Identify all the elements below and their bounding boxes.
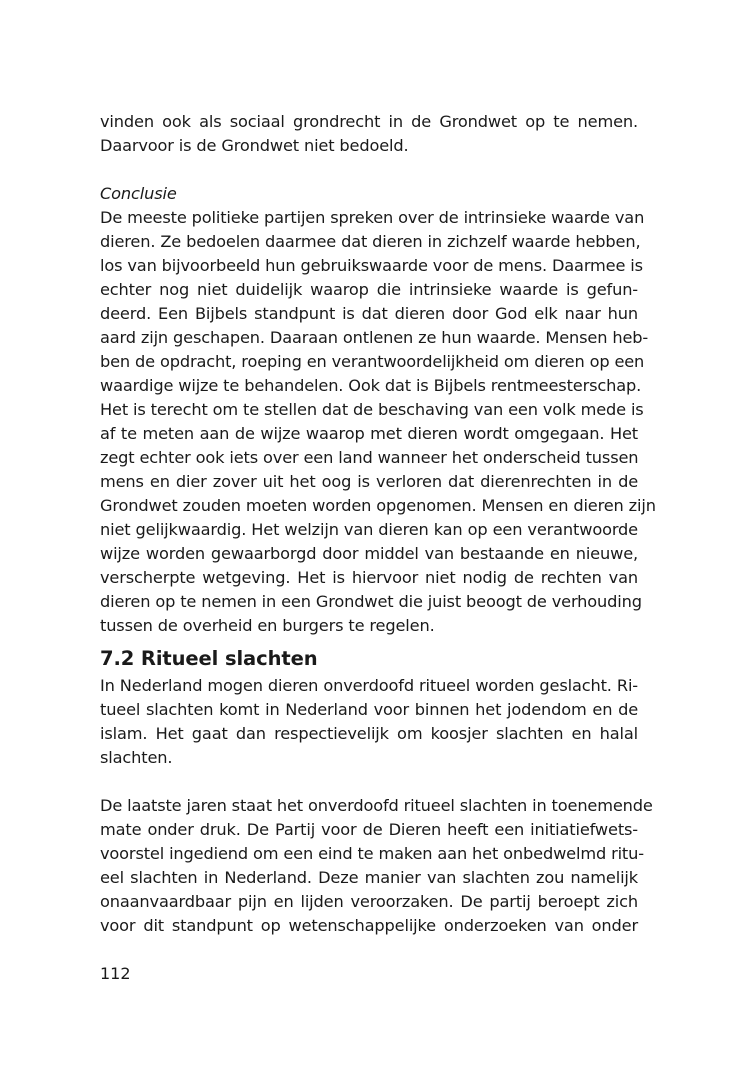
text-line: verscherpte wetgeving. Het is hiervoor niet nodig de rechten van xyxy=(100,568,638,587)
text-line: ben de opdracht, roeping en verantwoordelijkheid om dieren op een xyxy=(100,352,645,371)
page-body xyxy=(100,110,656,938)
text-line: De laatste jaren staat het onverdoofd ritueel slachten in toenemende xyxy=(100,796,653,815)
paragraph-continued xyxy=(100,110,638,158)
text-line: tueel slachten komt in Nederland voor binnen het jodendom en de xyxy=(100,700,638,719)
text-line: niet gelijkwaardig. Het welzijn van dieren kan op een verantwoorde xyxy=(100,520,638,539)
page-number: 112 xyxy=(100,964,131,983)
section-paragraph xyxy=(100,794,653,938)
section-paragraph xyxy=(100,674,638,770)
text-line: dieren op te nemen in een Grondwet die juist beoogt de verhouding xyxy=(100,592,642,611)
text-line: tussen de overheid en burgers te regelen. xyxy=(100,616,435,635)
text-line: Het is terecht om te stellen dat de beschaving van een volk mede is xyxy=(100,400,644,419)
text-line: aard zijn geschapen. Daaraan ontlenen ze hun waarde. Mensen heb- xyxy=(100,328,649,347)
conclusion-section xyxy=(100,182,656,638)
text-line: dieren. Ze bedoelen daarmee dat dieren in zichzelf waarde hebben, xyxy=(100,232,641,251)
text-line: zegt echter ook iets over een land wanneer het onderscheid tussen xyxy=(100,448,639,467)
text-line: voor dit standpunt op wetenschappelijke onderzoeken van onder xyxy=(100,916,638,935)
text-line: Grondwet zouden moeten worden opgenomen. Mensen en dieren zijn xyxy=(100,496,656,515)
text-line: echter nog niet duidelijk waarop die intrinsieke waarde is gefun- xyxy=(100,280,638,299)
text-line: In Nederland mogen dieren onverdoofd ritueel worden geslacht. Ri- xyxy=(100,676,638,695)
text-line: mate onder druk. De Partij voor de Dieren heeft een initiatiefwets- xyxy=(100,820,638,839)
text-line: deerd. Een Bijbels standpunt is dat dieren door God elk naar hun xyxy=(100,304,638,323)
text-line: De meeste politieke partijen spreken over de intrinsieke waarde van xyxy=(100,208,645,227)
text-line: mens en dier zover uit het oog is verloren dat dierenrechten in de xyxy=(100,472,638,491)
text-line: vinden ook als sociaal grondrecht in de Grondwet op te nemen. xyxy=(100,112,638,131)
text-line: onaanvaardbaar pijn en lijden veroorzaken. De partij beroept zich xyxy=(100,892,638,911)
text-line: los van bijvoorbeeld hun gebruikswaarde voor de mens. Daarmee is xyxy=(100,256,643,275)
text-line: waardige wijze te behandelen. Ook dat is Bijbels rentmeesterschap. xyxy=(100,376,642,395)
text-line: wijze worden gewaarborgd door middel van bestaande en nieuwe, xyxy=(100,544,638,563)
conclusion-label: Conclusie xyxy=(100,184,177,203)
text-line: slachten. xyxy=(100,748,173,767)
text-line: eel slachten in Nederland. Deze manier van slachten zou namelijk xyxy=(100,868,638,887)
text-line: Daarvoor is de Grondwet niet bedoeld. xyxy=(100,136,409,155)
text-line: islam. Het gaat dan respectievelijk om koosjer slachten en halal xyxy=(100,724,638,743)
text-line: voorstel ingediend om een eind te maken aan het onbedwelmd ritu- xyxy=(100,844,644,863)
text-line: af te meten aan de wijze waarop met dieren wordt omgegaan. Het xyxy=(100,424,638,443)
section-heading: 7.2 Ritueel slachten xyxy=(100,647,318,670)
